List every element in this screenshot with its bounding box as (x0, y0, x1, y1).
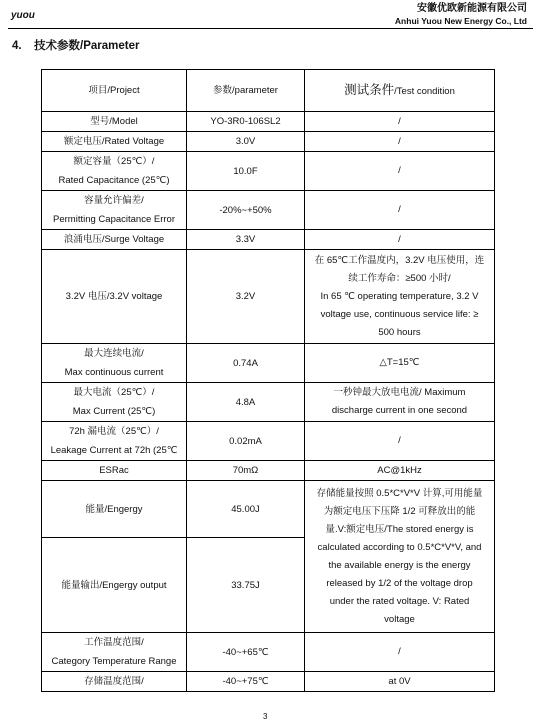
project-line: 最大连续电流/ (84, 348, 144, 359)
project-cell (42, 112, 187, 132)
condition-line: discharge current in one second (331, 405, 468, 416)
condition-cell (305, 152, 495, 191)
project-cell (42, 481, 187, 538)
section-heading (12, 37, 139, 53)
project-line: Max Current (25℃) (72, 406, 156, 417)
parameter-cell: -40~+65℃ (187, 633, 305, 672)
project-line: 能量/Engergy (85, 503, 143, 515)
company-name (395, 2, 527, 28)
condition-line: at 0V (388, 675, 411, 687)
condition-cell (305, 422, 495, 461)
parameter-cell: 3.0V (187, 132, 305, 152)
project-line: 最大电流（25℃）/ (73, 387, 155, 398)
condition-line: voltage use, continuous service life: ≥ (320, 308, 479, 320)
table-row (42, 230, 495, 250)
project-line: 型号/Model (90, 116, 138, 127)
condition-line: 500 hours (378, 326, 421, 338)
parameter-cell: 0.02mA (187, 422, 305, 461)
condition-line: the available energy is the energy (328, 559, 471, 571)
table-row (42, 152, 495, 191)
project-line: Rated Capacitance (25℃) (58, 175, 170, 186)
project-line: 3.2V 电压/3.2V voltage (65, 291, 163, 302)
project-line: 浪涌电压/Surge Voltage (63, 234, 165, 245)
parameter-cell: -20%~+50% (187, 191, 305, 230)
parameter-cell: 3.2V (187, 250, 305, 344)
company-name-en: Anhui Yuou New Energy Co., Ltd (394, 16, 527, 26)
project-line: 72h 漏电流（25℃）/ (69, 426, 159, 437)
condition-line: 为额定电压下压降 1/2 可释放出的能 (323, 505, 476, 517)
project-line: Leakage Current at 72h (25℃ (50, 445, 178, 456)
parameter-cell: 70mΩ (187, 461, 305, 481)
condition-line: calculated according to 0.5*C*V*V, and (317, 541, 482, 553)
table-row (42, 672, 495, 692)
table-row (42, 344, 495, 383)
condition-line: 存储能量按照 0.5*C*V*V 计算,可用能量 (316, 487, 483, 499)
condition-line: under the rated voltage. V: Rated (329, 595, 470, 607)
project-line: 容量允许偏差/ (84, 195, 144, 206)
condition-cell (305, 461, 495, 481)
table-row (42, 250, 495, 344)
table-row (42, 191, 495, 230)
condition-line: / (398, 135, 401, 147)
parameter-table (41, 69, 495, 692)
project-cell (42, 344, 187, 383)
project-cell (42, 230, 187, 250)
project-cell (42, 461, 187, 481)
header-divider (8, 28, 533, 29)
project-cell (42, 383, 187, 422)
project-line: 存储温度范围/ (84, 676, 144, 687)
condition-line: 量.V:额定电压/The stored energy is (325, 523, 474, 535)
column-header-condition (305, 70, 495, 112)
condition-cell (305, 230, 495, 250)
condition-line: 在 65℃工作温度内，3.2V 电压使用，连 (314, 254, 485, 266)
column-header-project: 项目/Project (42, 70, 187, 112)
condition-header-en: /Test condition (394, 85, 455, 97)
project-line: 额定容量（25℃）/ (73, 156, 155, 167)
parameter-cell: 10.0F (187, 152, 305, 191)
parameter-cell: YO-3R0-106SL2 (187, 112, 305, 132)
parameter-cell: 0.74A (187, 344, 305, 383)
parameter-cell: 4.8A (187, 383, 305, 422)
project-cell (42, 422, 187, 461)
condition-line: / (398, 435, 401, 446)
condition-cell (305, 383, 495, 422)
project-line: Category Temperature Range (51, 656, 177, 667)
condition-cell (305, 633, 495, 672)
condition-cell (305, 132, 495, 152)
project-line: 能量输出/Engergy output (61, 579, 167, 591)
condition-cell (305, 250, 495, 344)
condition-line: / (398, 646, 401, 657)
brand-logo-text: yuou (11, 10, 35, 21)
project-line: 工作温度范围/ (84, 637, 144, 648)
table-row (42, 633, 495, 672)
condition-line: / (398, 233, 401, 245)
condition-line: / (398, 204, 401, 215)
project-cell (42, 250, 187, 344)
project-line: ESRac (99, 465, 129, 476)
condition-cell (305, 672, 495, 692)
project-cell (42, 538, 187, 633)
parameter-cell: 33.75J (187, 538, 305, 633)
column-header-parameter: 参数/parameter (187, 70, 305, 112)
condition-cell (305, 344, 495, 383)
condition-header-cn: 测试条件 (344, 82, 395, 97)
project-line: Permitting Capacitance Error (53, 214, 175, 225)
project-cell (42, 672, 187, 692)
condition-line: 续工作寿命：≥500 小时/ (348, 272, 451, 284)
condition-line: In 65 ℃ operating temperature, 3.2 V (320, 290, 479, 302)
project-cell (42, 633, 187, 672)
condition-line: voltage (384, 613, 415, 625)
company-name-cn: 安徽优欧新能源有限公司 (417, 3, 527, 14)
condition-line: / (398, 165, 401, 176)
condition-line: △T=15℃ (379, 357, 420, 368)
parameter-cell: 3.3V (187, 230, 305, 250)
parameter-cell: 45.00J (187, 481, 305, 538)
table-row (42, 383, 495, 422)
project-cell (42, 191, 187, 230)
condition-line: released by 1/2 of the voltage drop (326, 577, 473, 589)
project-cell (42, 132, 187, 152)
table-row (42, 481, 495, 538)
section-title: 技术参数/Parameter (34, 40, 140, 52)
parameter-cell: -40~+75℃ (187, 672, 305, 692)
condition-line: 一秒钟最大放电电流/ Maximum (333, 387, 466, 398)
table-row (42, 112, 495, 132)
condition-line: AC@1kHz (377, 464, 422, 476)
table-row (42, 461, 495, 481)
project-line: Max continuous current (64, 367, 164, 378)
section-number: 4. (12, 40, 22, 52)
page-number: 3 (263, 712, 268, 721)
project-line: 额定电压/Rated Voltage (63, 136, 165, 147)
condition-line: / (398, 115, 401, 127)
condition-cell (305, 191, 495, 230)
table-header-row (42, 70, 495, 112)
table-row (42, 422, 495, 461)
table-row (42, 132, 495, 152)
condition-cell (305, 112, 495, 132)
condition-cell (305, 481, 495, 633)
project-cell (42, 152, 187, 191)
